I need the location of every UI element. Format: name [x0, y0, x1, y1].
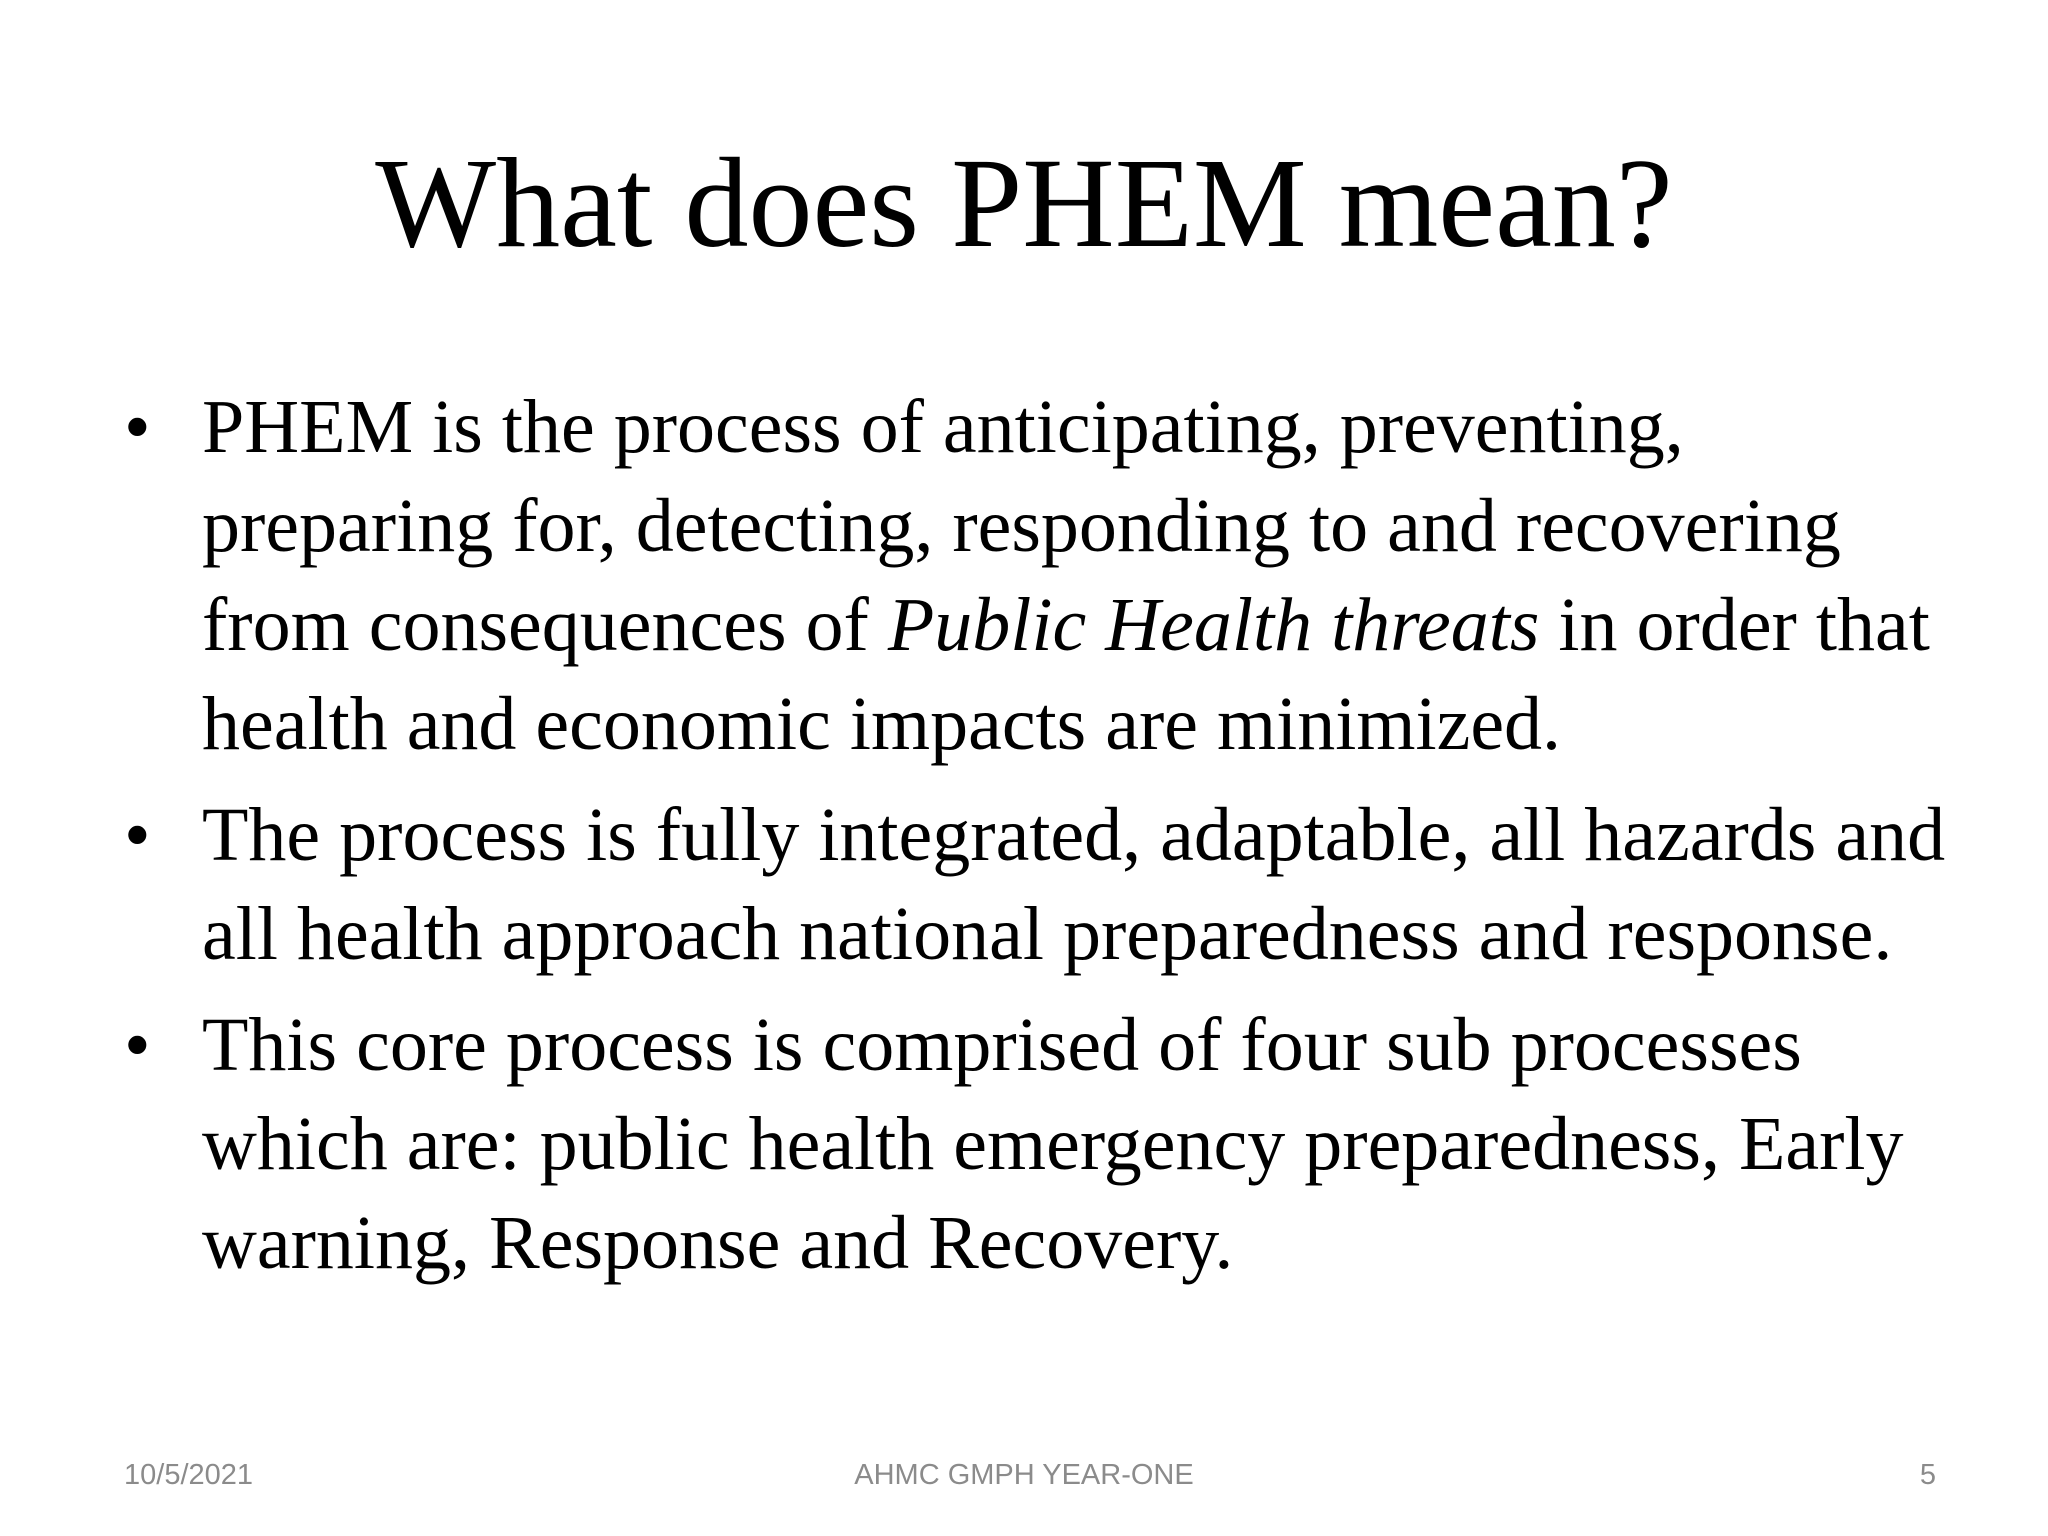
footer-date: 10/5/2021 — [124, 1459, 254, 1491]
bullet-item-3 — [124, 996, 1964, 1293]
bullet-text-3: This core process is comprised of four sub processes which are: public health emergency preparedness, Early warning, Response and Recovery. — [202, 1003, 1904, 1285]
bullet-item-2 — [124, 786, 1964, 984]
bullet-text-1-before: PHEM is the process of anticipating, preventing, preparing for, detecting, responding to and recovering from consequences of — [202, 385, 1841, 667]
footer-center-text: AHMC GMPH YEAR-ONE — [854, 1459, 1194, 1491]
bullet-list — [124, 378, 1964, 1305]
bullet-icon: • — [124, 1003, 151, 1087]
bullet-icon: • — [124, 793, 151, 877]
bullet-text-1 — [202, 385, 1930, 766]
bullet-text-2: The process is fully integrated, adaptable, all hazards and all health approach national preparedness and response. — [202, 793, 1946, 976]
bullet-text-1-after: in order that health and economic impacts are minimized. — [202, 583, 1930, 766]
bullet-item-1 — [124, 378, 1964, 774]
bullet-text-1-italic: Public Health threats — [887, 583, 1540, 667]
bullet-icon: • — [124, 385, 151, 469]
slide-title: What does PHEM mean? — [375, 132, 1673, 274]
footer-page-number: 5 — [1919, 1459, 1936, 1491]
